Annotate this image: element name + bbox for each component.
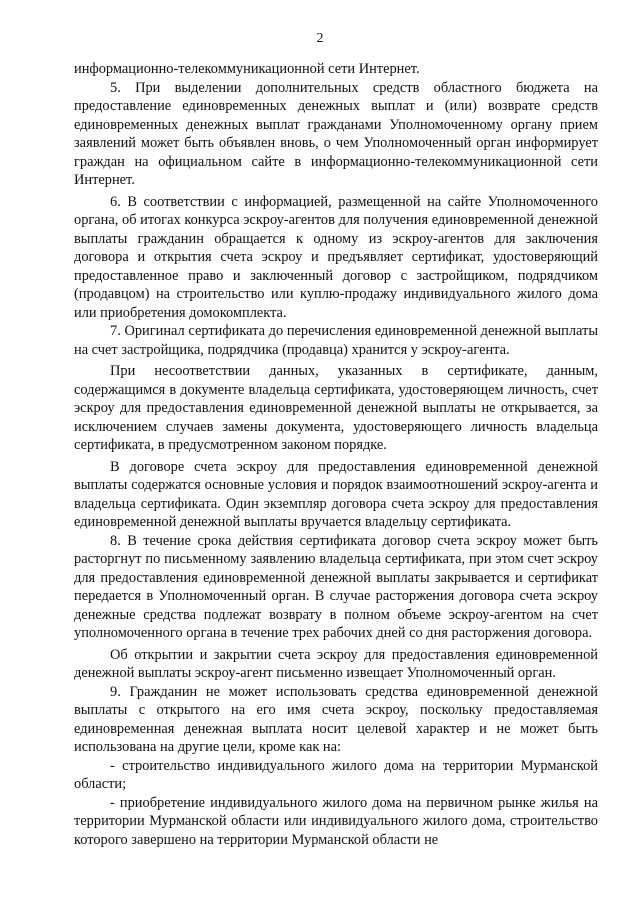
document-body [74,60,598,849]
paragraph-continuation: информационно-телекоммуникационной сети Интернет. [74,61,420,77]
paragraph-item-8: 8. В течение срока действия сертификата договор счета эскроу может быть расторгнут по письменному заявлению владельца сертификата, при этом счет эскроу для предоставления единовременной денежной выплаты закрывается и сертификат передается в Уполномоченный орган. В случае расторжения договора счета эскроу денежные средства подлежат возврату в полном объеме эскроу-агентом на счет уполномоченного органа в течение трех рабочих дней со дня расторжения договора. [74,532,598,641]
paragraph-item-6: 6. В соответствии с информацией, размещенной на сайте Уполномоченного органа, об итогах конкурса эскроу-агентов для получения единовременной денежной выплаты гражданин обращается к одному из эскроу-агентов для заключения договора и открытия счета эскроу и предъявляет сертификат, удостоверяющий предоставленное право и заключенный договор с застройщиком, подрядчиком (продавцом) на строительство или куплю-продажу индивидуального жилого дома или приобретения домокомплекта. [74,193,598,321]
paragraph-item-5: 5. При выделении дополнительных средств областного бюджета на предоставление единовременных денежных выплат и (или) возврате средств единовременных денежных выплат гражданами Уполномоченному органу прием заявлений может быть объявлен вновь, о чем Уполномоченный орган информирует граждан на официальном сайте в информационно-телекоммуникационной сети Интернет. [74,79,598,188]
list-item-construction: - строительство индивидуального жилого дома на территории Мурманской области; [74,757,598,792]
paragraph-escrow-contract: В договоре счета эскроу для предоставления единовременной денежной выплаты содержатся основные условия и порядок взаимоотношений эскроу-агента и владельца сертификата. Один экземпляр договора счета эскроу для предоставления единовременной денежной выплаты вручается владельцу сертификата. [74,458,598,530]
paragraph-data-mismatch: При несоответствии данных, указанных в сертификате, данным, содержащимся в документе владельца сертификата, удостоверяющем личность, счет эскроу для предоставления единовременной денежной выплаты не открывается, за исключением случаев замены документа, удостоверяющего личность владельца сертификата, в предусмотренном законом порядке. [74,363,598,453]
paragraph-item-9: 9. Гражданин не может использовать средства единовременной денежной выплаты с открытого на его имя счета эскроу, поскольку предоставляемая единовременная денежная выплата носит целевой характер и не может быть использована на другие цели, кроме как на: [74,683,598,755]
paragraph-item-7: 7. Оригинал сертификата до перечисления единовременной денежной выплаты на счет застройщика, подрядчика (продавца) хранится у эскроу-агента. [74,323,598,358]
page-number: 2 [316,31,324,46]
list-item-purchase: - приобретение индивидуального жилого дома на первичном рынке жилья на территории Мурманской области или индивидуального жилого дома, строительство которого завершено на территории Мурманской области не [74,794,598,848]
paragraph-escrow-notice: Об открытии и закрытии счета эскроу для предоставления единовременной денежной выплаты эскроу-агент письменно извещает Уполномоченный орган. [74,646,598,681]
